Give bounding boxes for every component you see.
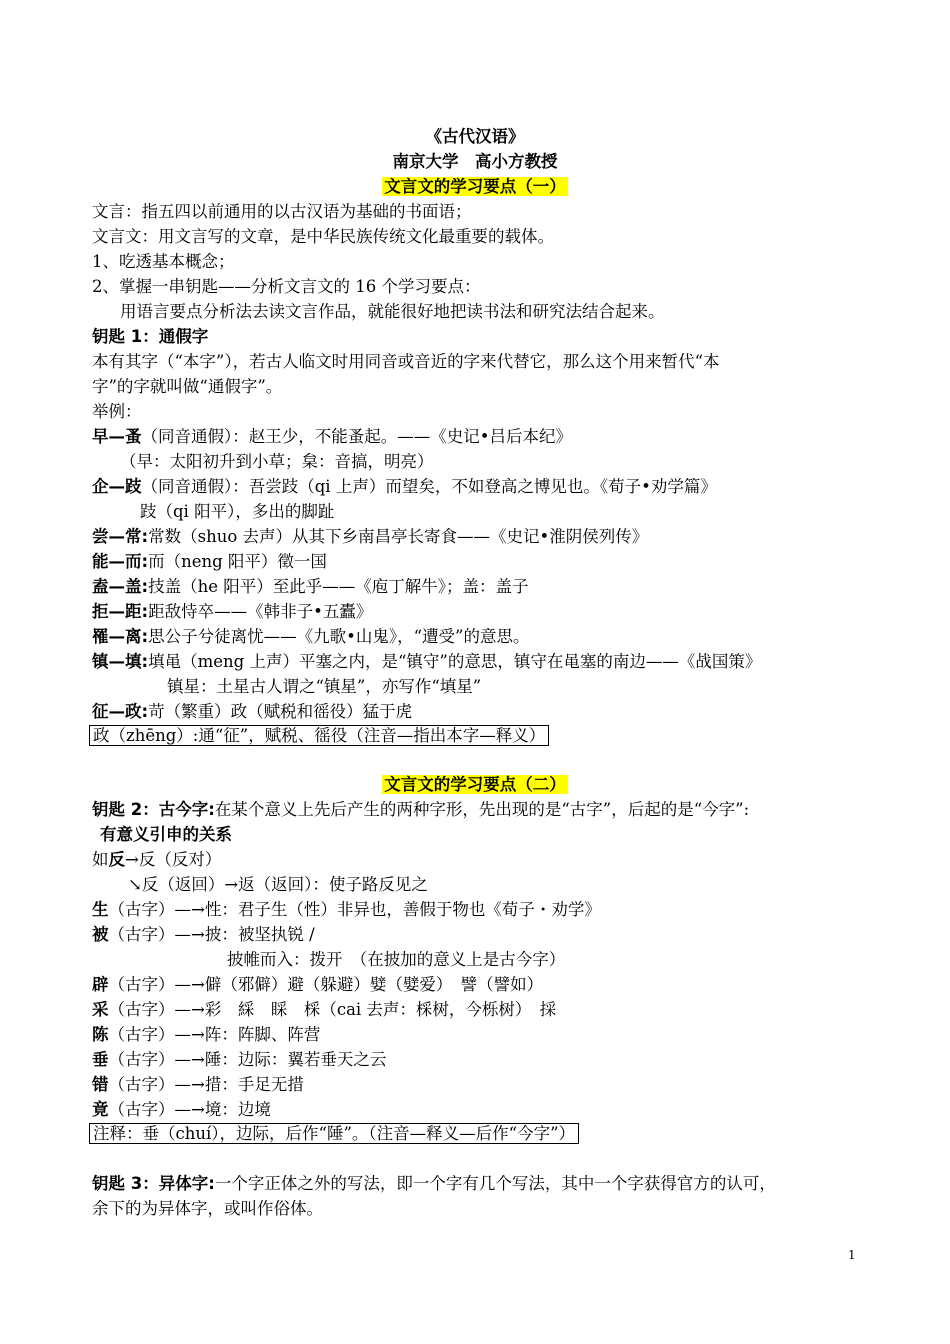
key1-def-1: 本有其字（“本字”），若古人临文时用同音或音近的字来代替它，那么这个用来暂代“本 — [92, 352, 720, 371]
key2-item: 采（古字）—→彩 綵 睬 棌（cai 去声：棌树，今栎树） 採 — [92, 1000, 557, 1019]
page-number: 1 — [848, 1248, 856, 1262]
key2-item: 被（古字）—→披：被坚执锐 / — [92, 925, 315, 944]
key1-title: 钥匙 1：通假字 — [92, 327, 209, 346]
key1-example-label: 举例： — [92, 402, 142, 421]
doc-title: 《古代汉语》 — [425, 127, 525, 146]
intro-line-1: 文言：指五四以前通用的以古汉语为基础的书面语； — [92, 202, 472, 221]
key1-item: 镇—填:填黾（meng 上声）平塞之内，是“镇守”的意思，镇守在黾塞的南边——《战国策》 — [92, 652, 762, 671]
key1-item: 尝—常:常数（shuo 去声）从其下乡南昌亭长寄食——《史记•淮阴侯列传》 — [92, 527, 649, 546]
intro-line-5: 用语言要点分析法去读文言作品，就能很好地把读书法和研究法结合起来。 — [120, 302, 665, 321]
section-heading-2: 文言文的学习要点（二） — [384, 775, 566, 794]
key3-def-line: 钥匙 3：异体字:一个字正体之外的写法，即一个字有几个写法，其中一个字获得官方的认可， — [92, 1174, 776, 1193]
key1-item: 早—蚤（同音通假）：赵王少，不能蚤起。——《史记•吕后本纪》 — [92, 427, 572, 446]
key1-item: 拒—距:距敌恃卒——《韩非子•五蠹》 — [92, 602, 373, 621]
key2-item: 披帷而入：拨开 （在披加的意义上是古今字） — [227, 950, 566, 969]
intro-line-3: 1、吃透基本概念； — [92, 252, 235, 271]
key1-item: 征—政:苛（繁重）政（赋税和徭役）猛于虎 — [92, 702, 413, 721]
key1-item: 镇星：土星古人谓之“镇星”，亦写作“填星” — [167, 677, 482, 696]
key2-item: 竟（古字）—→境：边境 — [92, 1100, 271, 1119]
intro-line-2: 文言文：用文言写的文章，是中华民族传统文化最重要的载体。 — [92, 227, 554, 246]
key1-def-2: 字”的字就叫做“通假字”。 — [92, 377, 283, 396]
key2-item: 辟（古字）—→僻（邪僻）避（躲避）嬖（嬖爱） 譬（譬如） — [92, 975, 544, 994]
key2-def-line: 钥匙 2：古今字:在某个意义上先后产生的两种字形，先出现的是“古字”，后起的是“今字”: — [92, 800, 750, 819]
key2-example-row: 如反→反（反对） — [92, 850, 222, 869]
intro-line-4: 2、掌握一串钥匙——分析文言文的 16 个学习要点： — [92, 277, 481, 296]
key1-item: 罹—离:思公子兮徒离忧——《九歌•山鬼》，“遭受”的意思。 — [92, 627, 530, 646]
key1-item: 能—而:而（neng 阳平）徵一国 — [92, 552, 327, 571]
key1-item: 跂（qi 阳平），多出的脚趾 — [140, 502, 335, 521]
key1-note-box: 政（zhēng）:通“征”，赋税、徭役（注音—指出本字—释义） — [89, 725, 549, 747]
key2-note-box: 注释：垂（chuí），边际，后作“陲”。（注音—释义—后作“今字”） — [89, 1123, 579, 1145]
key1-item: 企—跂（同音通假）：吾尝跂（qi 上声）而望矣，不如登高之博见也。《荀子•劝学篇》 — [92, 477, 717, 496]
key1-item: 盍—盖:技盖（he 阳平）至此乎——《庖丁解牛》；盖：盖子 — [92, 577, 529, 596]
key2-item: 陈（古字）—→阵：阵脚、阵营 — [92, 1025, 321, 1044]
key1-item: （早：太阳初升到小草；枲：音搞，明亮） — [120, 452, 434, 471]
key3-def-line-2: 余下的为异体字，或叫作俗体。 — [92, 1199, 323, 1218]
section-heading-1: 文言文的学习要点（一） — [384, 177, 566, 196]
key2-item: 生（古字）—→性：君子生（性）非异也，善假于物也《荀子・劝学》 — [92, 900, 601, 919]
doc-author: 南京大学 高小方教授 — [392, 152, 558, 171]
key2-item: 错（古字）—→措：手足无措 — [92, 1075, 304, 1094]
key2-item: 垂（古字）—→陲：边际：翼若垂天之云 — [92, 1050, 387, 1069]
key2-def-line-2: 有意义引申的关系 — [100, 825, 232, 844]
key2-example-row-2: ↘反（返回）→返（返回）：使子路反见之 — [128, 875, 428, 894]
